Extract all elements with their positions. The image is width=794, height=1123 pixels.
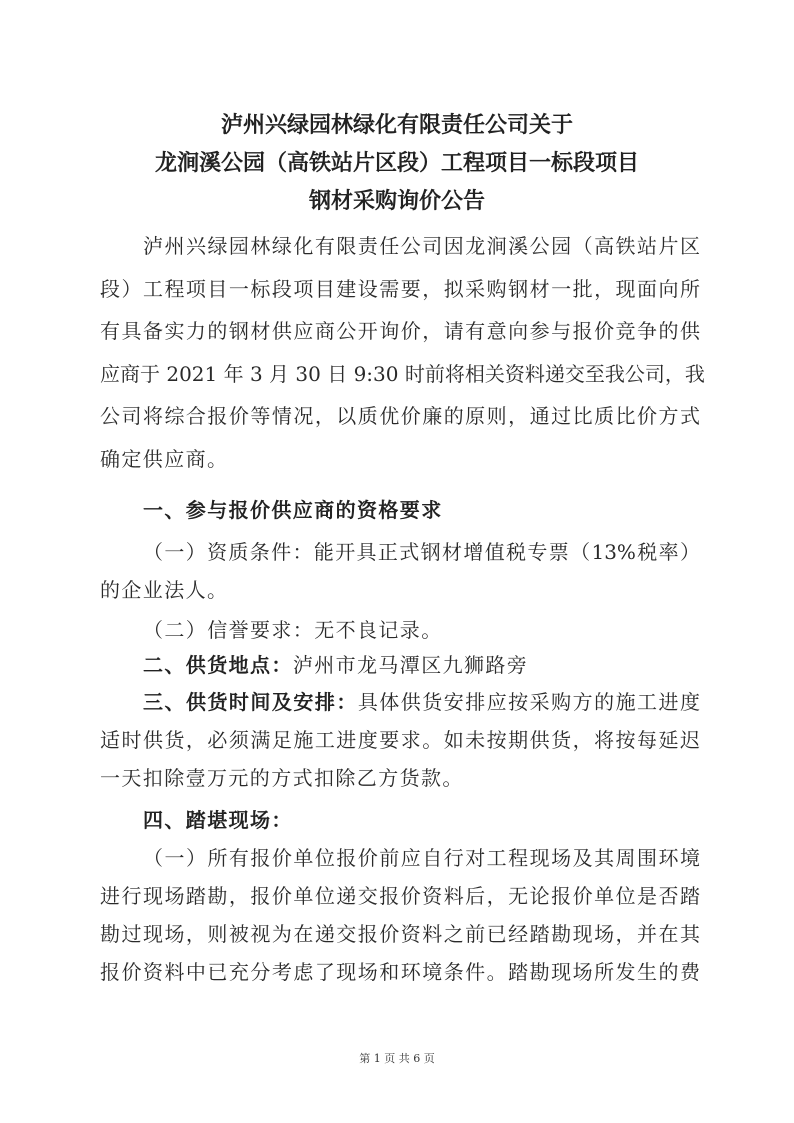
section-heading: 四、踏堪现场： (143, 808, 293, 832)
line-text: 泸州兴绿园林绿化有限责任公司因龙涧溪公园（高铁站片区 (143, 234, 700, 258)
text-line (100, 403, 700, 429)
title-line: 龙涧溪公园（高铁站片区段）工程项目一标段项目 (154, 151, 639, 176)
line-text: 有具备实力的钢材供应商公开询价，请有意向参与报价竞争的供 (100, 319, 700, 343)
text-line (100, 883, 700, 909)
text-line (100, 446, 700, 472)
text-line (100, 276, 700, 302)
text-line (100, 727, 700, 753)
line-text: 的企业法人。 (100, 578, 229, 602)
text-line (100, 921, 700, 947)
page-number: 第 1 页 共 6 页 (359, 1052, 435, 1065)
text-line (143, 689, 700, 715)
text-line (143, 845, 700, 871)
line-text: 公司将综合报价等情况，以质优价廉的原则，通过比质比价方式 (100, 404, 700, 428)
text-line (100, 577, 700, 603)
line-text: （一）所有报价单位报价前应自行对工程现场及其周围环境 (143, 846, 700, 870)
line-text: 一天扣除壹万元的方式扣除乙方货款。 (100, 766, 464, 790)
text-line (100, 765, 700, 791)
section-heading: 一、参与报价供应商的资格要求 (143, 498, 443, 522)
text-line (143, 497, 700, 523)
text-line (100, 361, 705, 387)
line-text: 具体供货安排应按采购方的施工进度 (357, 690, 701, 714)
text-line (143, 652, 700, 678)
title-line: 泸州兴绿园林绿化有限责任公司关于 (220, 113, 573, 138)
line-text: 进行现场踏勘，报价单位递交报价资料后，无论报价单位是否踏 (100, 884, 700, 908)
line-text: 确定供应商。 (100, 447, 229, 471)
text-line (143, 617, 700, 643)
line-text: 适时供货，必须满足施工进度要求。如未按期供货，将按每延迟 (100, 728, 700, 752)
text-line (143, 539, 700, 565)
line-text: 应商于 2021 年 3 月 30 日 9:30 时前将相关资料递交至我公司，我 (100, 362, 705, 386)
text-line (143, 807, 700, 833)
line-text: 段）工程项目一标段项目建设需要，拟采购钢材一批，现面向所 (100, 277, 700, 301)
line-text: 报价资料中已充分考虑了现场和环境条件。踏勘现场所发生的费 (100, 960, 700, 984)
text-line (143, 233, 700, 259)
text-line (100, 959, 700, 985)
section-heading: 三、供货时间及安排： (143, 690, 358, 714)
section-heading: 二、供货地点： (143, 653, 293, 677)
title-line: 钢材采购询价公告 (308, 189, 485, 214)
text-line (100, 318, 700, 344)
line-text: （一）资质条件：能开具正式钢材增值税专票（13%税率） (143, 540, 700, 564)
line-text: 泸州市龙马潭区九狮路旁 (292, 653, 529, 677)
line-text: （二）信誉要求：无不良记录。 (143, 618, 443, 642)
line-text: 勘过现场，则被视为在递交报价资料之前已经踏勘现场，并在其 (100, 922, 700, 946)
